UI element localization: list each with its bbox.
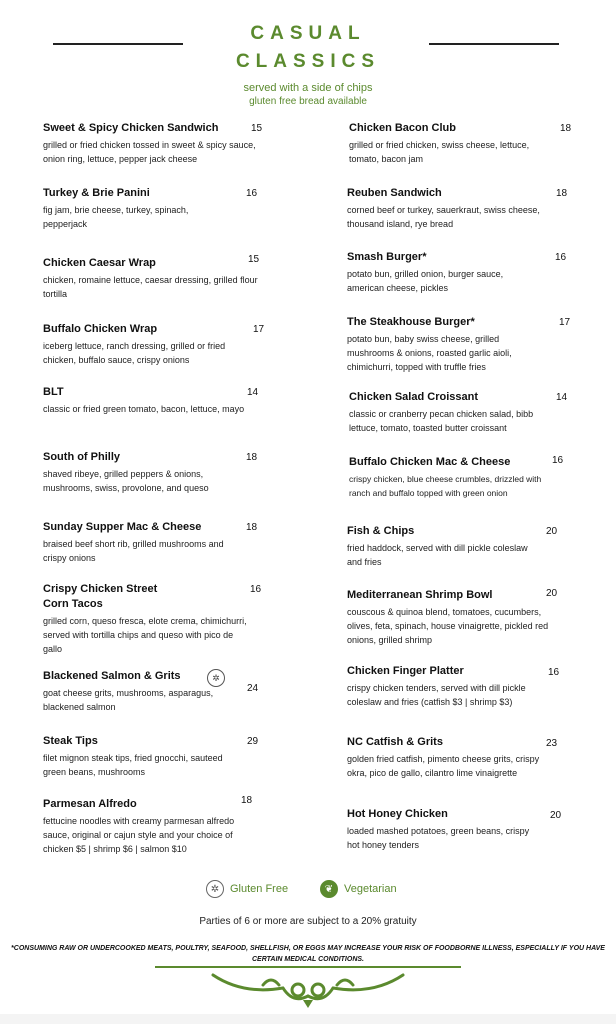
menu-item [43,520,258,565]
item-description: golden fried catfish, pimento cheese grits, crispy okra, pico de gallo, cilantro lime vinaigrette [347,754,540,778]
menu-item [43,186,258,231]
item-description: potato bun, grilled onion, burger sauce, american cheese, pickles [347,269,504,293]
menu-item [43,121,263,166]
item-name: BLT [43,386,64,398]
item-price: 24 [247,683,259,694]
item-description: fried haddock, served with dill pickle coleslaw and fries [347,543,528,567]
item-description: grilled corn, queso fresca, elote crema, chimichurri, served with tortilla chips and queso with pico de gallo [43,616,247,654]
item-name: Chicken Caesar Wrap [43,257,156,269]
menu-item [43,450,258,495]
legend-gluten-free-label: Gluten Free [230,883,289,895]
item-price: 16 [552,455,564,466]
item-price: 17 [253,324,265,335]
item-name: Hot Honey Chicken [347,808,448,820]
menu-item [347,186,568,231]
item-description: classic or fried green tomato, bacon, lettuce, mayo [43,404,245,414]
item-name: Smash Burger* [347,251,427,263]
item-price: 18 [560,123,572,134]
menu-subtitle: served with a side of chips [243,82,373,94]
item-price: 14 [247,387,259,398]
item-description: couscous & quinoa blend, tomatoes, cucumbers, olives, feta, spinach, house vinaigrette, pickled red onions, grilled shrimp [347,607,549,645]
item-price: 18 [556,188,568,199]
menu-item [347,807,562,852]
menu-item [347,664,560,709]
item-price: 15 [248,254,260,265]
item-description: fig jam, brie cheese, turkey, spinach, pepperjack [43,205,189,229]
item-name: Chicken Salad Croissant [349,391,478,403]
item-description: filet mignon steak tips, fried gnocchi, sauteed green beans, mushrooms [43,753,223,777]
wheat-crossed-icon: ✲ [206,880,224,898]
item-price: 15 [251,123,263,134]
menu-title-line1: CASUAL [250,23,366,44]
item-name: Turkey & Brie Panini [43,187,150,199]
item-name: Parmesan Alfredo [43,798,137,810]
item-price: 18 [241,795,253,806]
item-description: grilled or fried chicken, swiss cheese, lettuce, tomato, bacon jam [349,140,530,164]
menu-title-line2: CLASSICS [235,51,381,72]
dietary-legend [0,880,616,900]
item-name: South of Philly [43,451,120,463]
item-price: 18 [246,522,258,533]
item-description: iceberg lettuce, ranch dressing, grilled or fried chicken, buffalo sauce, crispy onions [43,341,226,365]
item-description: chicken, romaine lettuce, caesar dressing, grilled flour tortilla [43,275,258,299]
footer-divider [155,966,461,968]
item-description: crispy chicken tenders, served with dill pickle coleslaw and fries (catfish $3 | shrimp $3) [347,683,526,707]
menu-item [43,734,259,779]
menu-item [349,390,568,435]
gratuity-note: Parties of 6 or more are subject to a 20% gratuity [199,916,417,927]
legend-vegetarian-label: Vegetarian [344,883,397,895]
item-description: crispy chicken, blue cheese crumbles, drizzled with ranch and buffalo topped with green onion [349,474,542,498]
item-description: goat cheese grits, mushrooms, asparagus, blackened salmon [43,688,214,712]
item-description: potato bun, baby swiss cheese, grilled mushrooms & onions, roasted garlic aioli, chimichurri, topped with truffle fries [347,334,512,372]
item-price: 16 [250,584,262,595]
consumer-advisory: *CONSUMING RAW OR UNDERCOOKED MEATS, POULTRY, SEAFOOD, SHELLFISH, OR EGGS MAY INCREASE YOUR RISK OF FOODBORNE ILLNESS, ESPECIALLY IF YOU HAVE CERTAIN MEDICAL CONDITIONS. [11,945,605,963]
item-name: Sunday Supper Mac & Cheese [43,521,202,533]
item-price: 14 [556,392,568,403]
item-price: 16 [246,188,258,199]
menu-item [347,315,571,374]
item-name: Buffalo Chicken Mac & Cheese [349,456,511,468]
item-name: Steak Tips [43,735,98,747]
legend-vegetarian [320,880,397,898]
item-name: Crispy Chicken Street Corn Tacos [43,583,158,610]
item-price: 20 [546,588,558,599]
menu-item [43,385,259,416]
item-description: grilled or fried chicken tossed in sweet & spicy sauce, onion ring, lettuce, pepper jack cheese [43,140,256,164]
item-name: Buffalo Chicken Wrap [43,323,158,335]
menu-item [349,121,572,166]
item-description: braised beef short rib, grilled mushrooms and crispy onions [43,539,224,563]
menu-subtitle-gluten: gluten free bread available [249,96,367,107]
decorative-scroll-ornament [203,970,413,1010]
item-price: 16 [555,252,567,263]
item-name: NC Catfish & Grits [347,736,443,748]
item-price: 29 [247,736,259,747]
menu-item [43,256,263,301]
menu-item [43,669,259,714]
item-description: loaded mashed potatoes, green beans, crispy hot honey tenders [347,826,530,850]
menu-item [347,588,558,647]
item-name: The Steakhouse Burger* [347,316,475,328]
item-name: Blackened Salmon & Grits [43,670,181,682]
menu-item [43,582,262,656]
item-name: Chicken Bacon Club [349,122,456,134]
item-name: Chicken Finger Platter [347,665,464,677]
item-price: 18 [246,452,258,463]
item-name: Fish & Chips [347,525,415,537]
leaf-icon: ❦ [320,880,338,898]
item-description: shaved ribeye, grilled peppers & onions, mushrooms, swiss, provolone, and queso [43,469,209,493]
bottom-band [0,1014,616,1024]
item-name: Sweet & Spicy Chicken Sandwich [43,122,219,134]
item-description: fettucine noodles with creamy parmesan alfredo sauce, original or cajun style and your choice of chicken $5 | shrimp $6 | salmon $10 [43,816,235,854]
item-price: 23 [546,738,558,749]
menu-item [43,322,265,367]
menu-item [349,455,564,500]
item-price: 17 [559,317,571,328]
menu-item [43,797,253,856]
item-price: 20 [546,526,558,537]
item-name: Reuben Sandwich [347,187,442,199]
legend-gluten-free [206,880,288,898]
item-description: classic or cranberry pecan chicken salad, bibb lettuce, tomato, toasted butter croissant [349,409,534,433]
item-price: 16 [548,667,560,678]
menu-item [347,735,558,780]
gluten-free-icon: ✲ [207,669,225,687]
menu-item [347,524,558,569]
item-description: corned beef or turkey, sauerkraut, swiss cheese, thousand island, rye bread [347,205,540,229]
item-name: Mediterranean Shrimp Bowl [347,589,493,601]
menu-item [347,250,567,295]
item-price: 20 [550,810,562,821]
